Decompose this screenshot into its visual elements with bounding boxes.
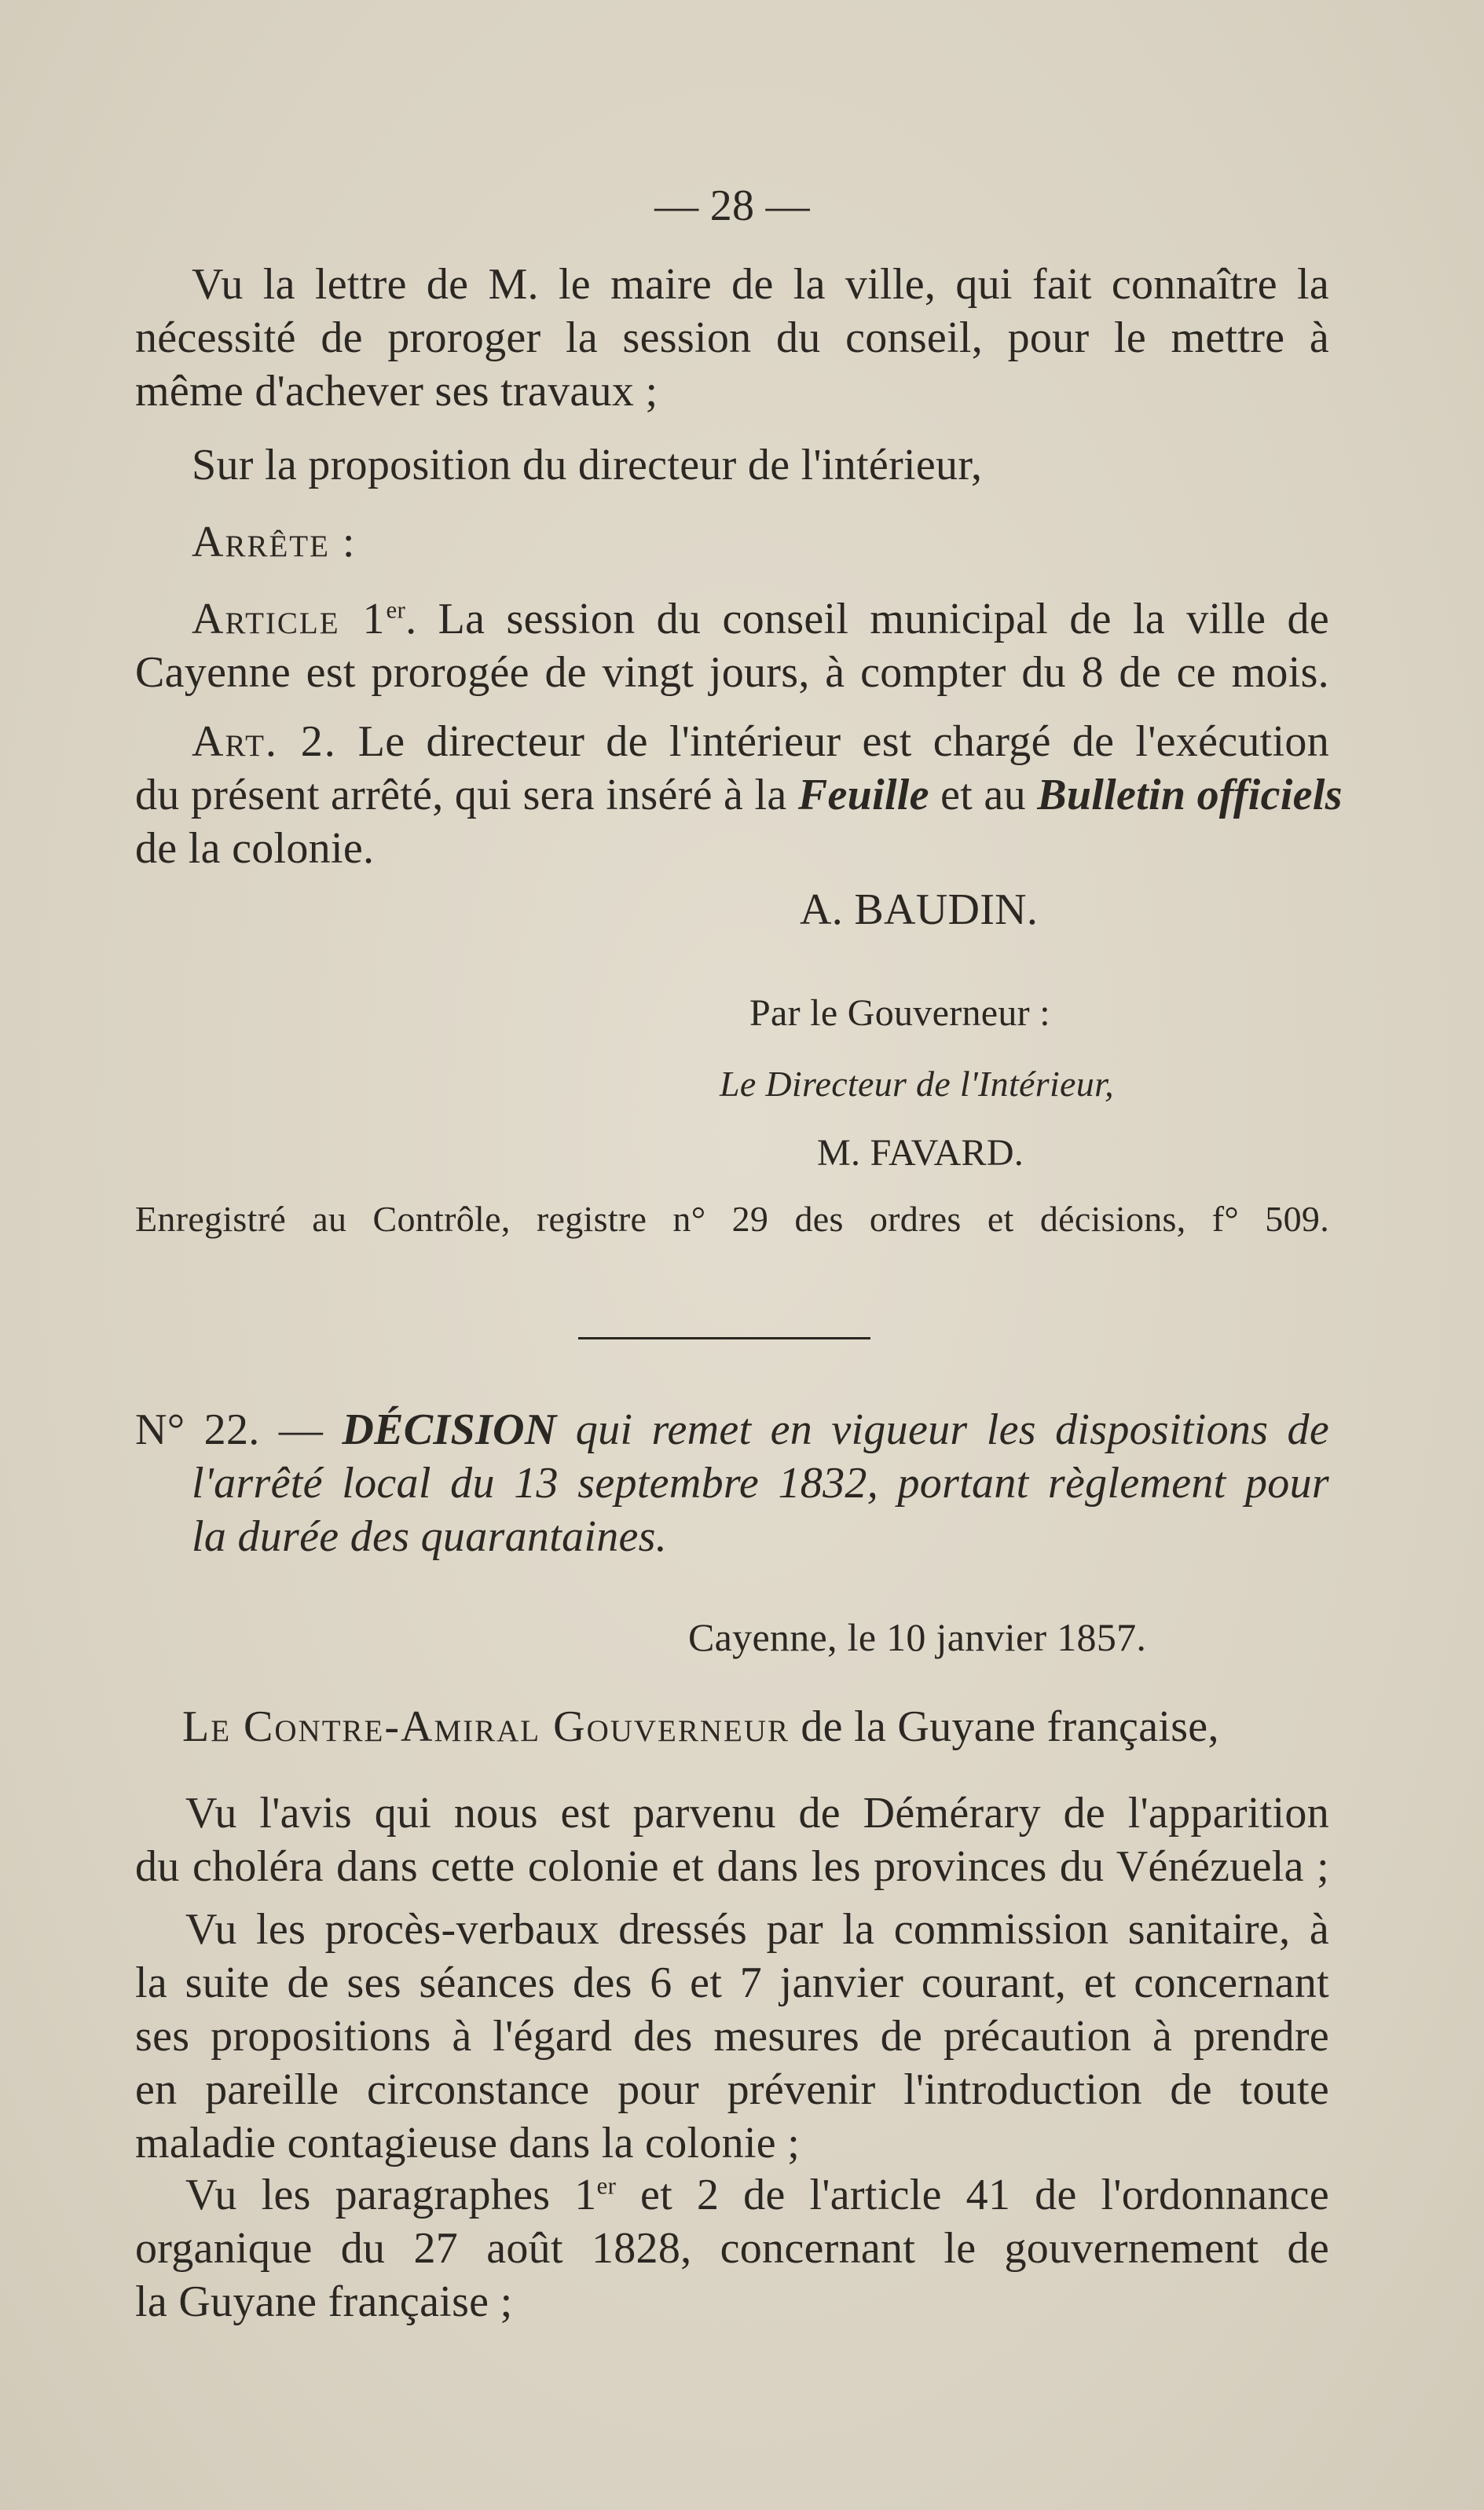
text-line (135, 1403, 1329, 1457)
decision-heading (135, 1403, 1329, 1563)
text-line: la suite de ses séances des 6 et 7 janvier courant, et concernant (135, 1959, 1329, 2007)
page-number: — 28 — (654, 181, 810, 230)
text-line (135, 592, 1329, 646)
paragraph-vu-avis (135, 1786, 1329, 1893)
article-label: Article 1 (192, 595, 387, 643)
superscript: er (386, 596, 406, 624)
article-text: . La session du conseil municipal de la ville de (405, 595, 1329, 643)
directeur-interieur: Le Directeur de l'Intérieur, (720, 1064, 1114, 1104)
paragraph-vu-paragraphes (135, 2168, 1329, 2329)
superscript: er (596, 2172, 617, 2200)
article-label: Art. 2. (192, 717, 337, 766)
signature-baudin: A. BAUDIN. (800, 885, 1039, 934)
section-divider (578, 1337, 870, 1339)
contre-amiral-line (135, 1700, 1376, 1753)
text-line: même d'achever ses travaux ; (135, 367, 658, 416)
decision-number: N° 22. (135, 1405, 260, 1454)
text-line: Vu l'avis qui nous est parvenu de Démérary de l'apparition (185, 1789, 1329, 1838)
text-span: et 2 de l'article 41 de l'ordonnance (616, 2171, 1329, 2219)
text-span: du présent arrêté, qui sera inséré à la (135, 771, 798, 819)
text-line: Vu les procès-verbaux dressés par la commission sanitaire, à (185, 1905, 1329, 1954)
text-span: Vu les paragraphes 1 (185, 2171, 597, 2219)
dash: — (259, 1405, 343, 1454)
text-line: du choléra dans cette colonie et dans les provinces du Vénézuela ; (135, 1842, 1329, 1891)
contre-amiral-label: Le Contre-Amiral Gouverneur (182, 1702, 790, 1751)
text-line (135, 2168, 1329, 2222)
par-le-gouverneur: Par le Gouverneur : (749, 992, 1050, 1034)
date-line: Cayenne, le 10 janvier 1857. (688, 1615, 1147, 1659)
text-line: Cayenne est prorogée de vingt jours, à compter du 8 de ce mois. (135, 648, 1329, 697)
enregistrement-note: Enregistré au Contrôle, registre n° 29 des ordres et décisions, f° 509. (135, 1199, 1329, 1239)
text-line: de la colonie. (135, 824, 375, 873)
text-span: et au (929, 771, 1038, 819)
text-line (135, 715, 1329, 768)
signature-favard: M. FAVARD. (817, 1132, 1024, 1174)
bulletin-title: Bulletin officiels (1037, 771, 1343, 819)
paragraph-proposition: Sur la proposition du directeur de l'intérieur, (192, 441, 983, 489)
text-line: la durée des quarantaines. (192, 1512, 668, 1561)
arrete-heading: Arrête : (192, 518, 357, 566)
text-line: maladie contagieuse dans la colonie ; (135, 2119, 801, 2167)
text-line: nécessité de proroger la session du conseil, pour le mettre à (135, 313, 1329, 362)
text-line: en pareille circonstance pour prévenir l'introduction de toute (135, 2065, 1329, 2114)
article-text: Le directeur de l'intérieur est chargé de l'exécution (336, 717, 1329, 766)
feuille-title: Feuille (797, 771, 929, 819)
article-2 (135, 715, 1343, 875)
decision-text: qui remet en vigueur les dispositions de (556, 1405, 1329, 1454)
text-line: la Guyane française ; (135, 2277, 513, 2326)
text-span: de la Guyane française, (790, 1702, 1219, 1751)
text-line: organique du 27 août 1828, concernant le gouvernement de (135, 2224, 1329, 2273)
paragraph-vu-proces-verbaux (135, 1903, 1329, 2170)
decision-title: DÉCISION (342, 1405, 557, 1454)
text-line: l'arrêté local du 13 septembre 1832, portant règlement pour (192, 1459, 1329, 1508)
paragraph-vu-lettre (135, 258, 1329, 418)
article-1 (135, 592, 1329, 699)
text-line (135, 768, 1343, 822)
text-line: Vu la lettre de M. le maire de la ville, qui fait connaître la (192, 260, 1329, 309)
text-line: ses propositions à l'égard des mesures de précaution à prendre (135, 2012, 1329, 2061)
